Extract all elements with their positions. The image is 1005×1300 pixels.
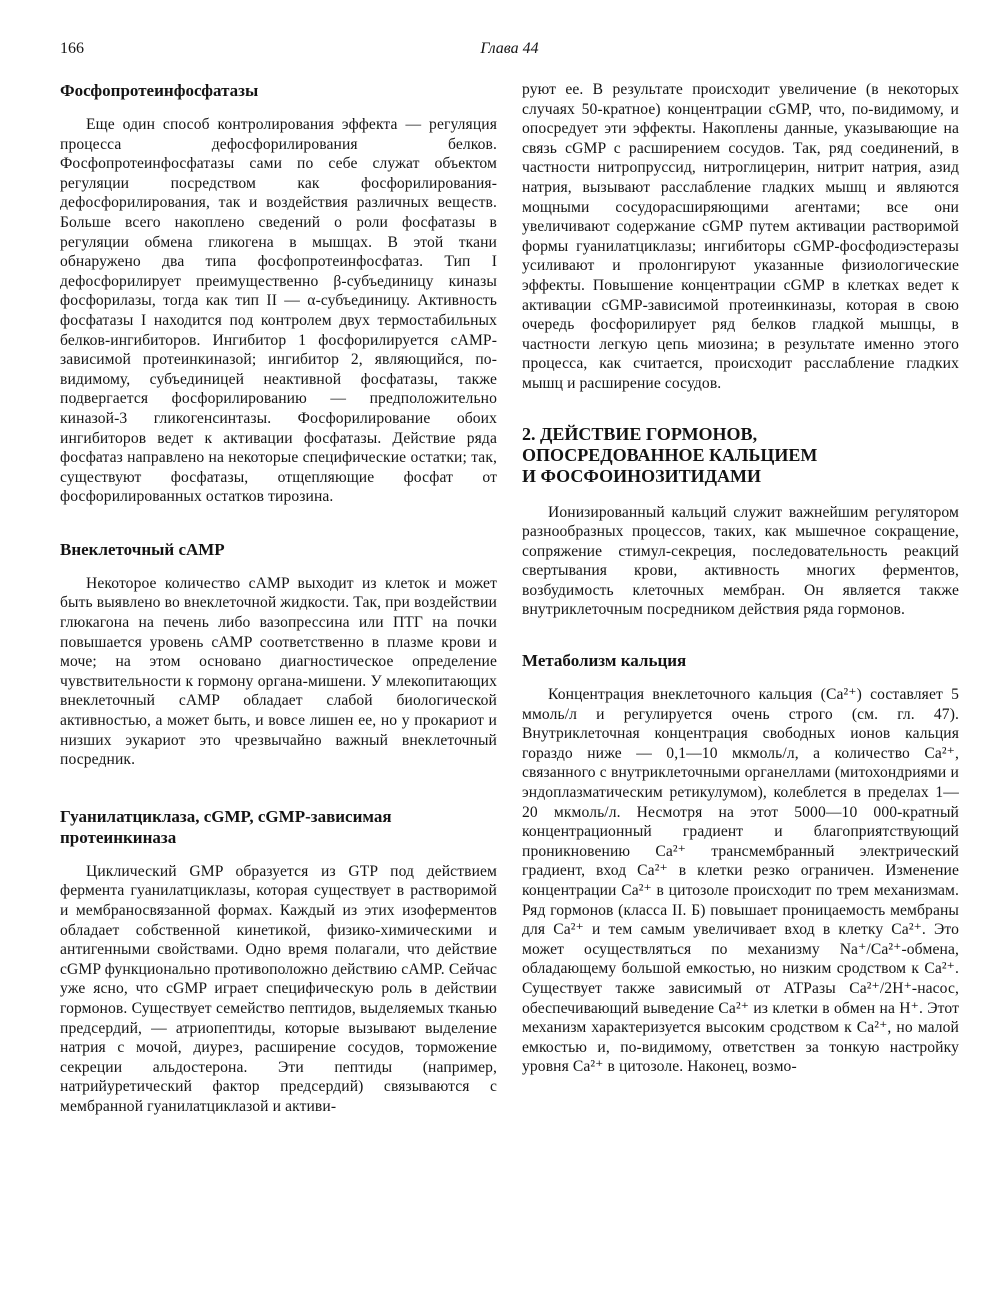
chapter-heading-line-1: 2. ДЕЙСТВИЕ ГОРМОНОВ,: [522, 423, 758, 444]
paragraph-ionized-calcium: Ионизированный кальций служит важнейшим регулятором разнообразных процессов, таких, как мышечное сокращение, сопряжение стимул-секреция, последовательность реакций свертывания крови, активность многих ферментов, возбудимость клеточных мембран. Он является также внутриклеточным посредником действия ряда гормонов.: [522, 503, 959, 619]
section-heading-extracellular-camp: Внеклеточный cAMP: [60, 539, 225, 559]
page-header: [60, 40, 959, 66]
paragraph-continuation: руют ее. В результате происходит увеличение (в некоторых случаях 50-кратное) концентрации cGMP, что, по-видимому, и опосредует эти эффекты. Накоплены данные, указывающие на связь cGMP с расширением сосудов. Так, ряд соединений, в частности нитропруссид, нитроглицерин, нитрит натрия, азид натрия, вызывают расслабление гладких мышц и являются мощными сосудорасширяющими агентами; все они увеличивают содержание cGMP путем активации растворимой формы гуанилатциклазы; ингибиторы cGMP-фосфодиэстеразы усиливают и пролонгируют указанные физиологические эффекты. Повышение концентрации cGMP в клетках ведет к активации cGMP-зависимой протеинкиназы, которая в свою очередь фосфорилирует ряд белков гладкой мышцы, в частности легкую цепь миозина; в результате именно этого процесса, как считается, происходит расслабление гладких мышц и расширение сосудов.: [522, 81, 959, 392]
paragraph-extracellular-camp: Некоторое количество cAMP выходит из клеток и может быть выявлено во внеклеточной жидкости. Так, при воздействии глюкагона на печень либо вазопрессина или ПТГ на почки повышается уровень cAMP соответственно в плазме крови и моче; на этом основано диагностическое определение чувствительности к гормону органа-мишени. У млекопитающих внеклеточный cAMP обладает слабой биологической активностью, а может быть, и вовсе лишен ее, но у прокариот и низших эукариот это чрезвычайно важный внеклеточный посредник.: [60, 574, 497, 769]
paragraph-guanylate-cyclase: Циклический GMP образуется из GTP под действием фермента гуанилатциклазы, которая существует в растворимой и мембраносвязанной формах. Каждый из этих изоферментов обладает собственной кинетикой, физико-химическими и антигенными свойствами. Одно время полагали, что действие cGMP функционально противоположно действию cAMP. Сейчас уже ясно, что cGMP играет специфическую роль в действии гормонов. Существует семейство пептидов, выделяемых тканью предсердий, — атриопептиды, которые вызывают выделение натрия с мочой, диурез, расширение сосудов, торможение секреции альдостерона. Эти пептиды (например, натрийуретический фактор предсердий) связываются с мембранной гуанилатциклазой и активи-: [60, 862, 497, 1115]
section-heading-calcium-metabolism: Метаболизм кальция: [522, 651, 687, 671]
paragraph-phosphatases: Еще один способ контролирования эффекта — регуляция процесса дефосфорилирования белков. Фосфопротеинфосфатазы сами по себе служат объектом регуляции посредством как фосфорилирования-дефосфорилирования, так и воздействия различных веществ. Больше всего накоплено сведений о роли фосфатазы в регуляции обмена гликогена в мышцах. В этой ткани обнаружено два типа фосфопротеинфосфатаз. Тип I дефосфорилирует преимущественно β-субъединицу киназы фосфорилазы, тогда как тип II — α-субъединицу. Активность фосфатазы I находится под контролем двух термостабильных белков-ингибиторов. Ингибитор 1 фосфорилируется cAMP-зависимой протеинкиназой; ингибитор 2, являющийся, по-видимому, субъединицей неактивной фосфатазы, также подвергается фосфорилированию — предположительно киназой-3 гликогенсинтазы. Фосфорилирование обоих ингибиторов ведет к активации фосфатазы. Действие ряда фосфатаз направлено на некоторые специфические остатки; так, существуют фосфатазы, отщепляющие фосфат от фосфорилированных остатков тирозина.: [60, 116, 497, 506]
page-number: 166: [60, 40, 84, 57]
left-column: [60, 80, 497, 1117]
section-heading-phosphatases: Фосфопротеинфосфатазы: [60, 81, 259, 100]
paragraph-calcium-metabolism: Концентрация внеклеточного кальция (Ca²⁺) составляет 5 ммоль/л и регулируется очень строго (см. гл. 47). Внутриклеточная концентрация свободных ионов кальция гораздо ниже — 0,1—10 мкмоль/л, а количество Ca²⁺, связанного с внутриклеточными органеллами (митохондриями и эндоплазматическим ретикулумом), колеблется в пределах 1—20 мкмоль/л. Несмотря на этот 5000—10 000-кратный концентрационный градиент и благоприятствующий проникновению Ca²⁺ трансмембранный электрический градиент, вход Ca²⁺ в клетки резко ограничен. Изменение концентрации Ca²⁺ в цитозоле происходит по трем механизмам. Ряд гормонов (класса II. Б) повышает проницаемость мембраны для Ca²⁺ и тем самым увеличивает вход в клетку Ca²⁺. Это может осуществляться по механизму Na⁺/Ca²⁺-обмена, обладающему большой емкостью, но низким сродством к Ca²⁺. Существует также зависимый от АТРазы Ca²⁺/2H⁺-насос, обеспечивающий выведение Ca²⁺ из клетки в обмен на H⁺. Этот механизм характеризуется высоким сродством к Ca²⁺, но малой емкостью и, по-видимому, ответствен за тонкую настройку уровня Ca²⁺ в цитозоле. Наконец, возмо-: [522, 686, 959, 1076]
chapter-heading-line-2: ОПОСРЕДОВАННОЕ КАЛЬЦИЕМ: [522, 444, 818, 465]
section-heading-guanylate-cyclase: Гуанилатциклаза, cGMP, cGMP-зависимая протеинкиназа: [60, 806, 392, 847]
chapter-heading: [522, 424, 959, 487]
running-head: Глава 44: [480, 40, 539, 57]
right-column: [522, 80, 959, 1077]
chapter-heading-line-3: И ФОСФОИНОЗИТИДАМИ: [522, 465, 761, 486]
